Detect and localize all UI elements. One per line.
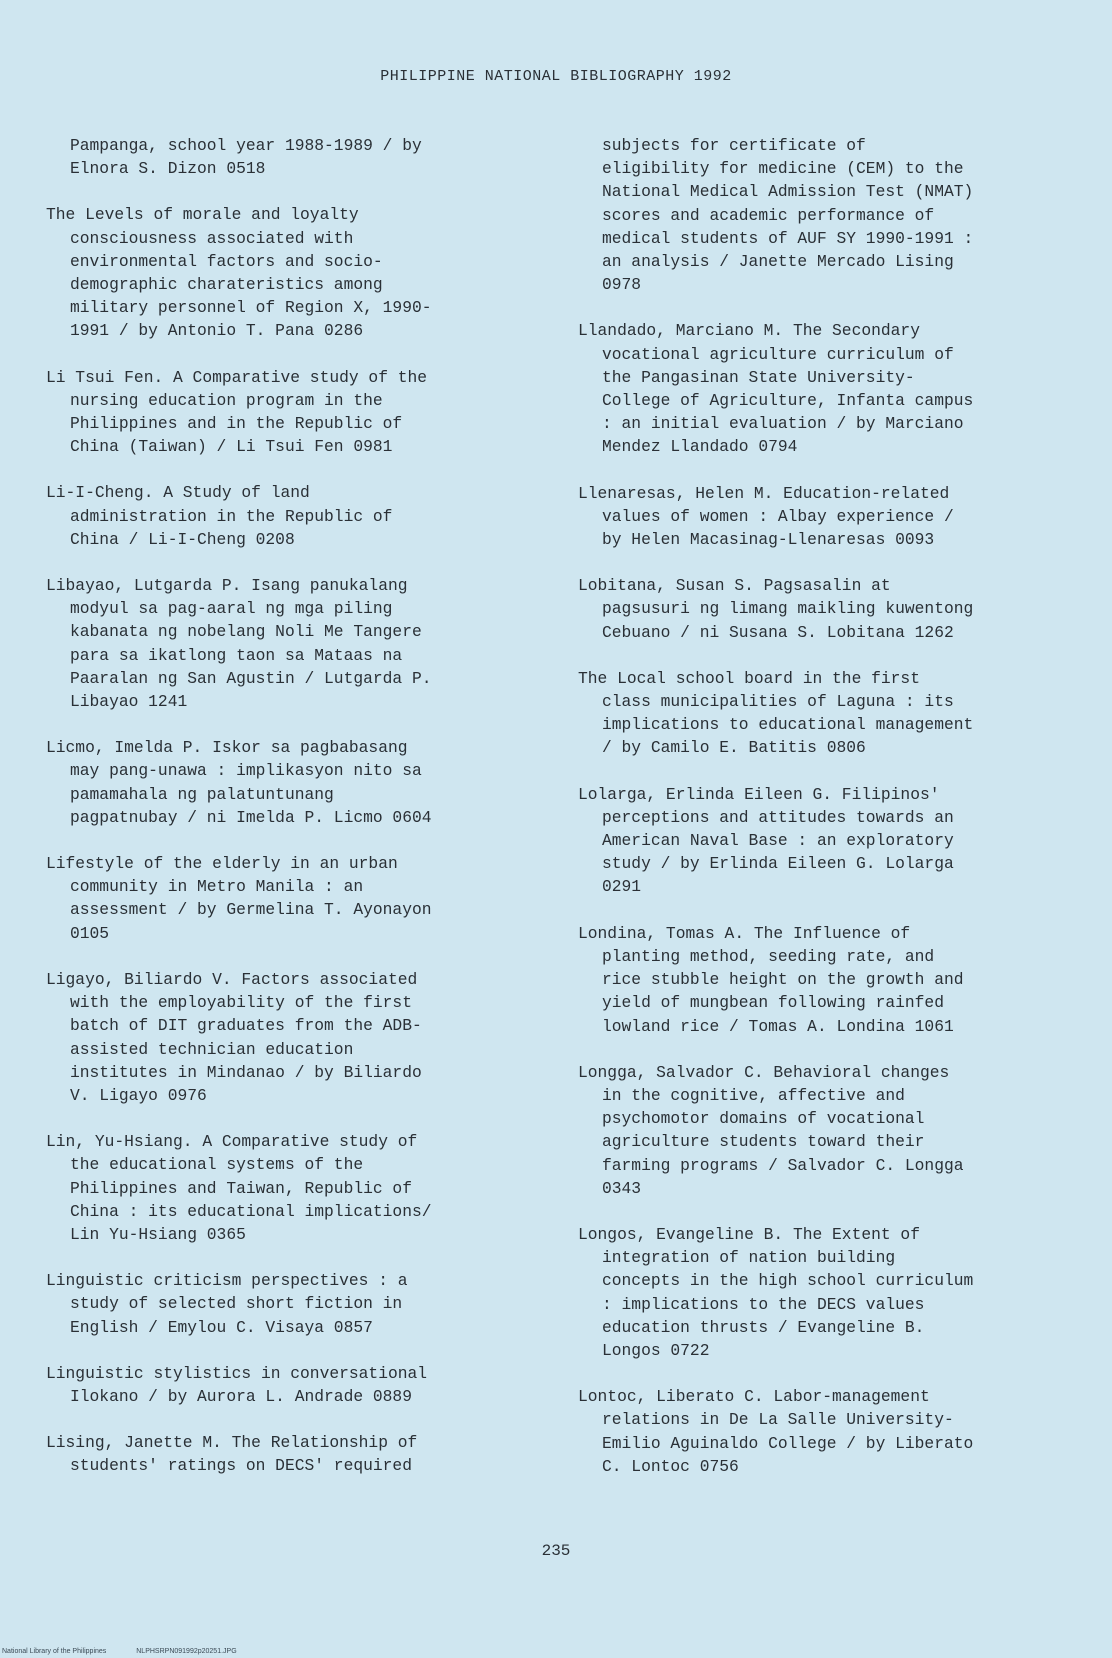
bibliography-entry: Lobitana, Susan S. Pagsasalin at pagsusuri ng limang maikling kuwentong Cebuano / ni Susana S. Lobitana 1262	[578, 576, 974, 642]
bibliography-entry: Lontoc, Liberato C. Labor-management relations in De La Salle University- Emilio Aguinaldo College / by Liberato C. Lontoc 0756	[578, 1387, 974, 1476]
bibliography-entry: Linguistic criticism perspectives : a study of selected short fiction in English / Emylou C. Visaya 0857	[46, 1271, 408, 1337]
bibliography-entry: Lising, Janette M. The Relationship of students' ratings on DECS' required	[46, 1433, 418, 1476]
bibliography-entry: Linguistic stylistics in conversational Ilokano / by Aurora L. Andrade 0889	[46, 1363, 428, 1406]
bibliography-entry: Llandado, Marciano M. The Secondary vocational agriculture curriculum of the Pangasinan State University- College of Agriculture, Infanta campus : an initial evaluation / by Marciano Mendez Llandado 0794	[578, 321, 974, 457]
bibliography-entry: The Local school board in the first class municipalities of Laguna : its implications to educational management / by Camilo E. Batitis 0806	[578, 668, 974, 758]
bibliography-entry: Lifestyle of the elderly in an urban community in Metro Manila : an assessment / by Germelina T. Ayonayon 0105	[46, 854, 432, 943]
bibliography-entry: Ligayo, Biliardo V. Factors associated with the employability of the first batch of DIT graduates from the ADB- assisted technician education institutes in Mindanao / by Biliardo V. Ligayo 0976	[46, 969, 422, 1105]
bibliography-entry: Pampanga, school year 1988-1989 / by Elnora S. Dizon 0518	[70, 136, 422, 179]
bibliography-entry: Longos, Evangeline B. The Extent of integration of nation building concepts in the high school curriculum : implications to the DECS values education thrusts / Evangeline B. Longos 0722	[578, 1224, 974, 1360]
left-column	[46, 134, 526, 1501]
bibliography-entry: Libayao, Lutgarda P. Isang panukalang modyul sa pag-aaral ng mga piling kabanata ng nobelang Noli Me Tangere para sa ikatlong taon sa Mataas na Paaralan ng San Agustin / Lutgarda P. Libayao 1241	[46, 576, 432, 712]
bibliography-entry: Llenaresas, Helen M. Education-related values of women : Albay experience / by Helen Macasinag-Llenaresas 0093	[578, 483, 954, 550]
scan-footer	[2, 1648, 265, 1655]
footer-library: National Library of the Philippines	[2, 1648, 107, 1655]
bibliography-entry: Lin, Yu-Hsiang. A Comparative study of the educational systems of the Philippines and Taiwan, Republic of China : its educational implications/ Lin Yu-Hsiang 0365	[46, 1132, 432, 1244]
bibliography-entry: Li Tsui Fen. A Comparative study of the nursing education program in the Philippines and in the Republic of China (Taiwan) / Li Tsui Fen 0981	[46, 367, 428, 457]
bibliography-entry: Longga, Salvador C. Behavioral changes in the cognitive, affective and psychomotor domains of vocational agriculture students toward their farming programs / Salvador C. Longga 0343	[578, 1062, 964, 1198]
page-title: PHILIPPINE NATIONAL BIBLIOGRAPHY 1992	[380, 68, 732, 85]
bibliography-entry: Lolarga, Erlinda Eileen G. Filipinos' perceptions and attitudes towards an American Naval Base : an exploratory study / by Erlinda Eileen G. Lolarga 0291	[578, 784, 954, 897]
footer-file-id: NLPHSRPN091992p20251.JPG	[136, 1648, 237, 1655]
page-number: 235	[541, 1542, 571, 1560]
bibliography-entry: subjects for certificate of eligibility for medicine (CEM) to the National Medical Admission Test (NMAT) scores and academic performance of medical students of AUF SY 1990-1991 : an analysis / Janette Mercado Lising 0978	[602, 136, 974, 295]
bibliography-entry: The Levels of morale and loyalty consciousness associated with environmental factors and socio- demographic charateristics among military personnel of Region X, 1990- 1991 / by Antonio T. Pana 0286	[46, 205, 432, 341]
bibliography-entry: Li-I-Cheng. A Study of land administration in the Republic of China / Li-I-Cheng 0208	[46, 483, 393, 549]
right-column	[578, 134, 1078, 1501]
bibliography-entry: Londina, Tomas A. The Influence of planting method, seeding rate, and rice stubble height on the growth and yield of mungbean following rainfed lowland rice / Tomas A. Londina 1061	[578, 923, 964, 1036]
bibliography-entry: Licmo, Imelda P. Iskor sa pagbabasang may pang-unawa : implikasyon nito sa pamamahala ng palatuntunang pagpatnubay / ni Imelda P. Licmo 0604	[46, 738, 432, 827]
